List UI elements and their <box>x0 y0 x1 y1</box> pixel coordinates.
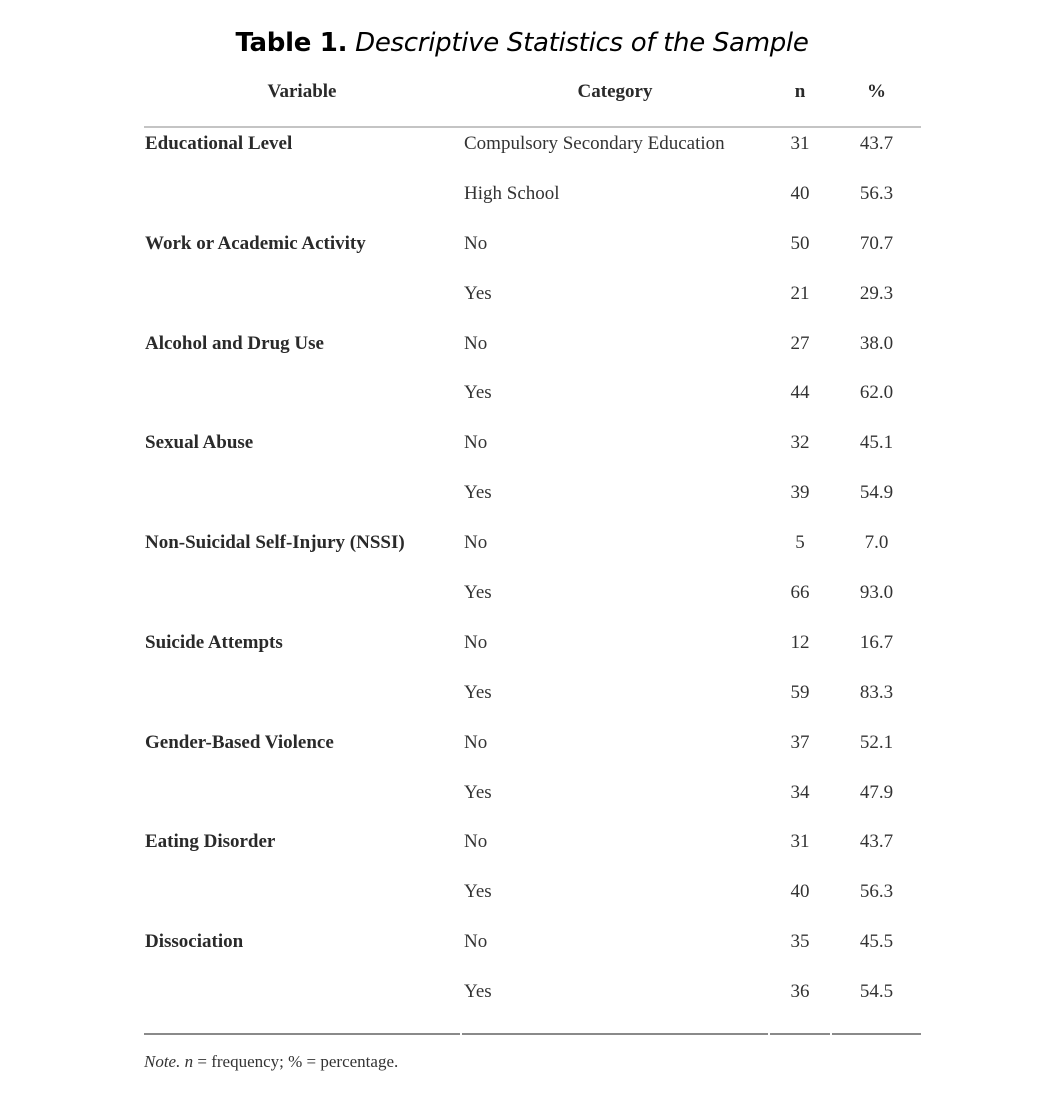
header-n: n <box>794 81 806 102</box>
row-percent: 45.1 <box>859 432 894 454</box>
row-percent: 93.0 <box>859 582 894 604</box>
table-row <box>144 178 921 228</box>
note-text: = frequency; % = percentage. <box>197 1052 399 1071</box>
header-percent: % <box>867 81 886 102</box>
table-number: Table 1. <box>235 28 348 58</box>
row-n: 39 <box>790 482 810 504</box>
row-category: High School <box>464 182 560 204</box>
row-n: 21 <box>790 282 810 304</box>
note-label: Note. <box>144 1052 181 1071</box>
row-category: Yes <box>464 382 492 404</box>
row-percent: 52.1 <box>859 731 894 753</box>
row-percent: 54.5 <box>859 981 894 1003</box>
row-n: 5 <box>795 532 805 554</box>
table-row <box>144 427 921 477</box>
row-variable: Dissociation <box>145 931 244 953</box>
table-bottom-rule <box>144 1033 921 1035</box>
row-n: 50 <box>790 232 810 254</box>
row-category: No <box>464 232 488 254</box>
table-row <box>144 876 921 926</box>
row-category: No <box>464 532 488 554</box>
row-n: 59 <box>790 681 810 703</box>
row-category: Compulsory Secondary Education <box>464 133 725 154</box>
table-title: Descriptive Statistics of the Sample <box>355 28 809 58</box>
row-n: 32 <box>790 432 810 454</box>
descriptive-statistics-table <box>144 78 921 1035</box>
table-row <box>144 976 921 1026</box>
row-variable: Non-Suicidal Self-Injury (NSSI) <box>145 532 405 554</box>
row-category: No <box>464 332 488 354</box>
row-variable: Sexual Abuse <box>145 432 254 454</box>
table-body <box>144 128 921 1026</box>
row-percent: 56.3 <box>859 182 894 204</box>
row-category: No <box>464 831 488 853</box>
table-row <box>144 677 921 727</box>
header-variable: Variable <box>267 81 337 102</box>
row-n: 12 <box>790 631 810 653</box>
row-category: Yes <box>464 881 492 903</box>
table-note <box>144 1052 398 1072</box>
row-percent: 43.7 <box>859 133 894 154</box>
row-n: 36 <box>790 981 810 1003</box>
row-variable: Work or Academic Activity <box>145 232 366 254</box>
row-category: No <box>464 931 488 953</box>
row-n: 27 <box>790 332 810 354</box>
table-row <box>144 477 921 527</box>
table-row <box>144 377 921 427</box>
header-category: Category <box>577 81 653 102</box>
note-n-symbol: n <box>184 1052 194 1071</box>
table-row <box>144 627 921 677</box>
row-n: 31 <box>790 831 810 853</box>
table-row <box>144 577 921 627</box>
table-header-row <box>144 78 921 128</box>
row-percent: 45.5 <box>859 931 894 953</box>
row-n: 35 <box>790 931 810 953</box>
row-n: 44 <box>790 382 810 404</box>
table-row <box>144 228 921 278</box>
row-category: Yes <box>464 681 492 703</box>
row-variable: Educational Level <box>145 133 293 154</box>
row-category: Yes <box>464 482 492 504</box>
row-category: No <box>464 432 488 454</box>
row-category: Yes <box>464 282 492 304</box>
table-row <box>144 777 921 827</box>
row-percent: 62.0 <box>859 382 894 404</box>
row-category: No <box>464 731 488 753</box>
row-category: Yes <box>464 781 492 803</box>
row-category: Yes <box>464 582 492 604</box>
row-percent: 47.9 <box>859 781 894 803</box>
row-variable: Eating Disorder <box>145 831 276 853</box>
row-percent: 70.7 <box>859 232 894 254</box>
row-percent: 29.3 <box>859 282 894 304</box>
row-variable: Alcohol and Drug Use <box>145 332 324 354</box>
row-percent: 56.3 <box>859 881 894 903</box>
table-row <box>144 826 921 876</box>
table-row <box>144 278 921 328</box>
table-row <box>144 727 921 777</box>
row-n: 66 <box>790 582 810 604</box>
row-n: 31 <box>790 133 810 154</box>
row-category: Yes <box>464 981 492 1003</box>
table-row <box>144 527 921 577</box>
table-caption <box>0 28 1044 58</box>
row-variable: Suicide Attempts <box>145 631 283 653</box>
row-percent: 38.0 <box>859 332 894 354</box>
table-row <box>144 926 921 976</box>
row-percent: 16.7 <box>859 631 894 653</box>
row-percent: 7.0 <box>864 532 889 554</box>
row-n: 40 <box>790 182 810 204</box>
row-percent: 83.3 <box>859 681 894 703</box>
row-category: No <box>464 631 488 653</box>
row-n: 37 <box>790 731 810 753</box>
row-percent: 43.7 <box>859 831 894 853</box>
row-n: 40 <box>790 881 810 903</box>
row-percent: 54.9 <box>859 482 894 504</box>
table-row <box>144 128 921 178</box>
table-row <box>144 328 921 378</box>
row-variable: Gender-Based Violence <box>145 731 334 753</box>
row-n: 34 <box>790 781 810 803</box>
